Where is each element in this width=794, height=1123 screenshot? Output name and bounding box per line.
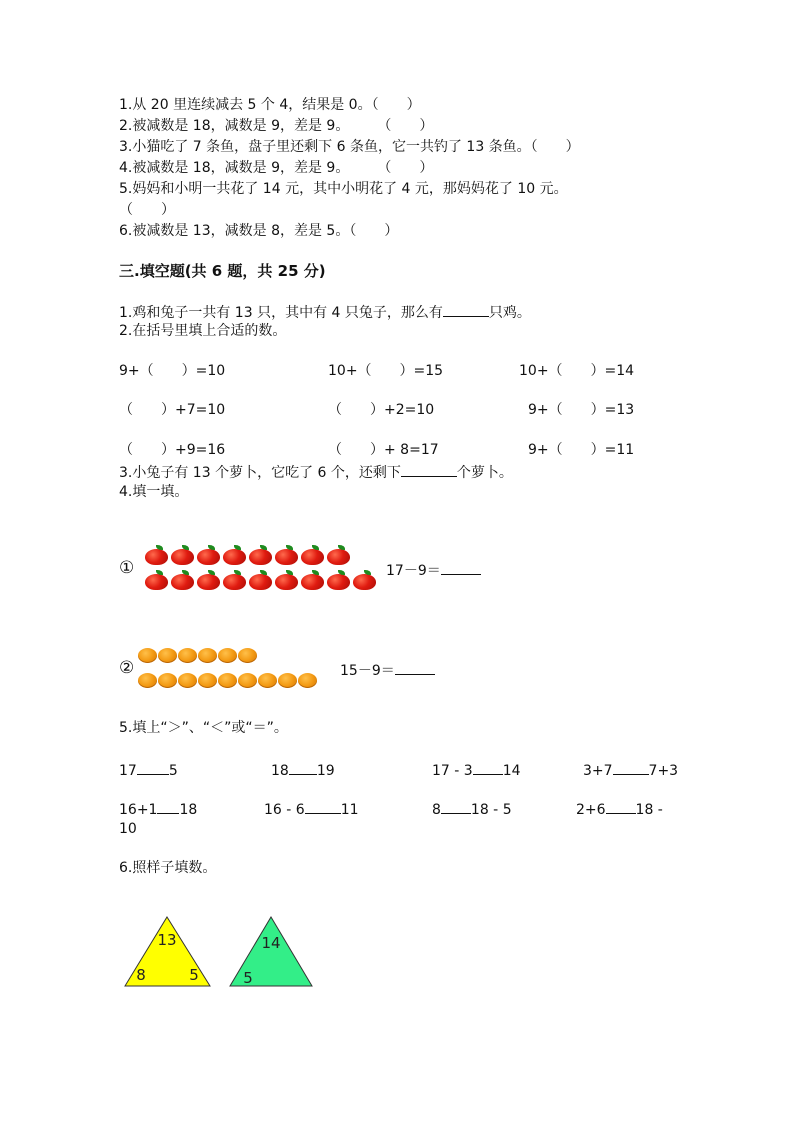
answer-blank[interactable] xyxy=(401,462,457,477)
compare-wrap: 10 xyxy=(119,821,137,837)
triangle-top-number: 13 xyxy=(157,931,177,949)
compare-right: 5 xyxy=(168,763,178,779)
fill-q3-tail: 个萝卜。 xyxy=(456,465,513,481)
compare-right: 19 xyxy=(316,763,335,779)
apple-icon xyxy=(171,570,194,590)
answer-blank[interactable] xyxy=(606,799,636,814)
orange-icon xyxy=(138,673,157,688)
apple-icon xyxy=(223,545,246,565)
answer-blank[interactable] xyxy=(157,799,179,814)
compare-right: 11 xyxy=(340,802,359,818)
triangle-top-number: 14 xyxy=(261,934,281,952)
orange-icon xyxy=(158,648,177,663)
judge-item-5-paren: （ ） xyxy=(119,202,175,218)
orange-icon xyxy=(138,648,157,663)
apple-icon xyxy=(275,570,298,590)
orange-icon xyxy=(158,673,177,688)
apple-icon xyxy=(301,570,324,590)
triangle-left-number: 5 xyxy=(243,969,253,987)
equation: （ ）+ 8=17 xyxy=(328,442,439,458)
compare-item xyxy=(119,799,197,819)
orange-icon xyxy=(198,673,217,688)
fill-q6: 6.照样子填数。 xyxy=(119,860,217,876)
apple-icon xyxy=(275,545,298,565)
compare-left: 2+6 xyxy=(576,802,606,818)
fill-q3-text: 3.小兔子有 13 个萝卜，它吃了 6 个，还剩下 xyxy=(119,465,401,481)
compare-right: 18 - 5 xyxy=(470,802,512,818)
compare-left: 8 xyxy=(432,802,441,818)
equation: 9+（ ）=11 xyxy=(528,442,635,458)
judge-item-5: 5.妈妈和小明一共花了 14 元，其中小明花了 4 元，那妈妈花了 10 元。 xyxy=(119,181,568,197)
compare-item xyxy=(264,799,359,819)
expression: 15－9＝ xyxy=(340,663,395,679)
apple-icon xyxy=(249,570,272,590)
fill-q2: 2.在括号里填上合适的数。 xyxy=(119,323,287,339)
orange-row-top xyxy=(138,648,258,663)
apple-icon xyxy=(145,545,168,565)
judge-item-3: 3.小猫吃了 7 条鱼，盘子里还剩下 6 条鱼，它一共钓了 13 条鱼。（ ） xyxy=(119,139,580,155)
compare-left: 17 xyxy=(119,763,137,779)
compare-left: 3+7 xyxy=(583,763,613,779)
compare-right: 18 xyxy=(179,802,198,818)
apple-icon xyxy=(301,545,324,565)
compare-item xyxy=(576,799,663,819)
orange-icon xyxy=(178,673,197,688)
judge-item-1: 1.从 20 里连续减去 5 个 4，结果是 0。（ ） xyxy=(119,97,421,113)
item-marker-2: ② xyxy=(119,658,135,678)
orange-icon xyxy=(238,673,257,688)
answer-blank[interactable] xyxy=(137,760,169,775)
number-triangles xyxy=(122,914,332,994)
judge-item-4: 4.被减数是 18，减数是 9，差是 9。 （ ） xyxy=(119,160,434,176)
apple-icon xyxy=(249,545,272,565)
compare-item xyxy=(583,760,678,780)
compare-right: 18 - xyxy=(635,802,663,818)
orange-icon xyxy=(198,648,217,663)
judge-item-2: 2.被减数是 18，减数是 9，差是 9。 （ ） xyxy=(119,118,434,134)
compare-item xyxy=(271,760,335,780)
apple-icon xyxy=(171,545,194,565)
equation: 9+（ ）=13 xyxy=(528,402,635,418)
answer-blank[interactable] xyxy=(613,760,649,775)
equation: （ ）+7=10 xyxy=(119,402,226,418)
apple-icon xyxy=(327,570,350,590)
judge-item-6: 6.被减数是 13，减数是 8，差是 5。（ ） xyxy=(119,223,399,239)
orange-icon xyxy=(258,673,277,688)
triangle-left-number: 8 xyxy=(136,966,146,984)
apple-icon xyxy=(197,570,220,590)
compare-right: 14 xyxy=(502,763,521,779)
compare-left: 16+1 xyxy=(119,802,158,818)
equation: 10+（ ）=14 xyxy=(519,363,635,379)
orange-icon xyxy=(218,673,237,688)
answer-blank[interactable] xyxy=(289,760,317,775)
apple-icon xyxy=(145,570,168,590)
answer-blank[interactable] xyxy=(473,760,503,775)
expression: 17－9＝ xyxy=(386,563,441,579)
apple-icon xyxy=(327,545,350,565)
apple-row-bottom xyxy=(145,570,379,590)
fill-q4-item1 xyxy=(386,560,481,580)
apple-icon xyxy=(223,570,246,590)
equation: 9+（ ）=10 xyxy=(119,363,226,379)
orange-icon xyxy=(298,673,317,688)
orange-row-bottom xyxy=(138,673,318,688)
answer-blank[interactable] xyxy=(395,660,435,675)
compare-left: 18 xyxy=(271,763,289,779)
fill-q1-tail: 只鸡。 xyxy=(488,305,531,321)
compare-left: 17 - 3 xyxy=(432,763,473,779)
compare-item xyxy=(432,799,512,819)
apple-icon xyxy=(197,545,220,565)
triangle-right-number: 5 xyxy=(189,966,199,984)
fill-q3 xyxy=(119,462,513,482)
fill-q4: 4.填一填。 xyxy=(119,484,189,500)
equation: 10+（ ）=15 xyxy=(328,363,444,379)
equation: （ ）+2=10 xyxy=(328,402,435,418)
orange-icon xyxy=(218,648,237,663)
orange-icon xyxy=(238,648,257,663)
item-marker-1: ① xyxy=(119,558,135,578)
orange-icon xyxy=(278,673,297,688)
fill-q5: 5.填上“＞”、“＜”或“＝”。 xyxy=(119,720,288,736)
apple-icon xyxy=(353,570,376,590)
compare-right: 7+3 xyxy=(648,763,679,779)
equation: （ ）+9=16 xyxy=(119,442,226,458)
answer-blank[interactable] xyxy=(305,799,341,814)
answer-blank[interactable] xyxy=(441,560,481,575)
compare-item xyxy=(432,760,521,780)
apple-row-top xyxy=(145,545,353,565)
fill-q1-text: 1.鸡和兔子一共有 13 只，其中有 4 只兔子，那么有 xyxy=(119,305,443,321)
compare-item xyxy=(119,760,178,780)
fill-q4-item2 xyxy=(340,660,435,680)
answer-blank[interactable] xyxy=(443,302,489,317)
compare-left: 16 - 6 xyxy=(264,802,305,818)
orange-icon xyxy=(178,648,197,663)
fill-q1 xyxy=(119,302,531,322)
section-heading: 三.填空题(共 6 题，共 25 分) xyxy=(119,262,326,280)
answer-blank[interactable] xyxy=(441,799,471,814)
